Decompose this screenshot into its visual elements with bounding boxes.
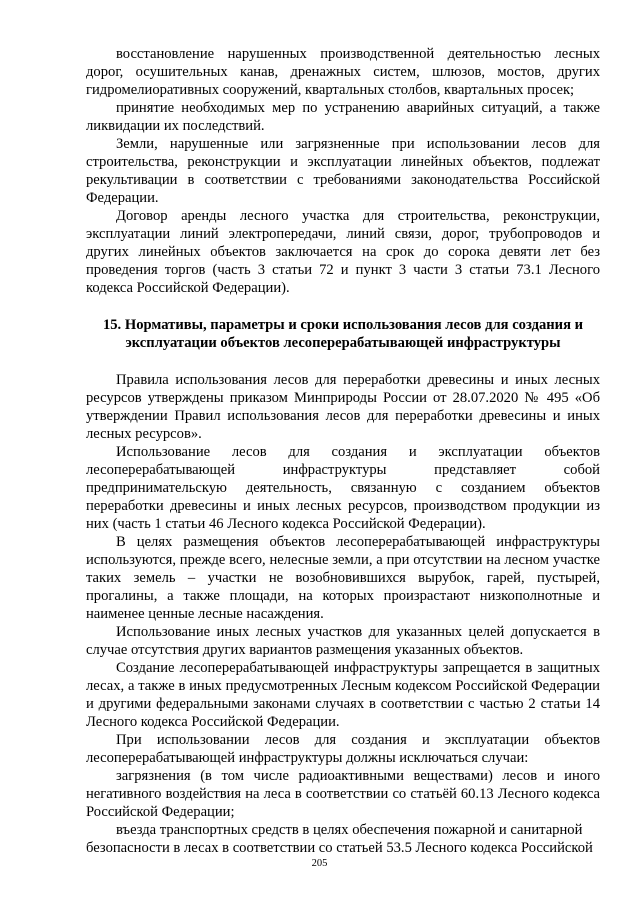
page-number: 205 xyxy=(311,858,328,869)
section-heading: 15. Нормативы, параметры и сроки использования лесов для создания и эксплуатации объектов лесоперерабатывающей инфраструктуры xyxy=(102,317,584,351)
document-page xyxy=(86,45,600,857)
paragraph: Создание лесоперерабатывающей инфраструктуры запрещается в защитных лесах, а также в иных предусмотренных Лесным кодексом Российской Федерации и другими федеральными законами случаях в соответствии с частью 2 статьи 14 Лесного кодекса Российской Федерации. xyxy=(86,660,600,730)
paragraph: Использование лесов для создания и эксплуатации объектов лесоперерабатывающей инфраструктуры представляет собой предпринимательскую деятельность, связанную с созданием объектов переработки древесины и иных лесных ресурсов, производством продукции из них (часть 1 статьи 46 Лесного кодекса Российской Федерации). xyxy=(86,444,600,532)
paragraph: При использовании лесов для создания и эксплуатации объектов лесоперерабатывающей инфраструктуры должны исключаться случаи: xyxy=(86,732,600,766)
paragraph: В целях размещения объектов лесоперерабатывающей инфраструктуры используются, прежде всего, нелесные земли, а при отсутствии на лесном участке таких земель – участки не возобновившихся вырубок, гарей, пустырей, прогалины, а также площади, на которых произрастают низкополнотные и наименее ценные лесные насаждения. xyxy=(86,534,600,622)
text-block-after xyxy=(86,371,600,857)
paragraph: Использование иных лесных участков для указанных целей допускается в случае отсутствия других вариантов размещения указанных объектов. xyxy=(86,624,600,658)
paragraph: въезда транспортных средств в целях обеспечения пожарной и санитарной безопасности в лесах в соответствии со статьей 53.5 Лесного кодекса Российской xyxy=(86,822,593,856)
paragraph: загрязнения (в том числе радиоактивными веществами) лесов и иного негативного воздействия на леса в соответствии со статьёй 60.13 Лесного кодекса Российской Федерации; xyxy=(86,768,600,820)
paragraph: принятие необходимых мер по устранению аварийных ситуаций, а также ликвидации их последствий. xyxy=(86,100,600,134)
paragraph: восстановление нарушенных производственной деятельностью лесных дорог, осушительных канав, дренажных систем, шлюзов, мостов, других гидромелиоративных сооружений, квартальных столбов, квартальных просек; xyxy=(86,46,600,98)
paragraph: Договор аренды лесного участка для строительства, реконструкции, эксплуатации линий электропередачи, линий связи, дорог, трубопроводов и других линейных объектов заключается на срок до сорока девяти лет без проведения торгов (часть 3 статьи 72 и пункт 3 части 3 статьи 73.1 Лесного кодекса Российской Федерации). xyxy=(86,208,600,296)
text-block-before xyxy=(86,45,600,297)
paragraph: Земли, нарушенные или загрязненные при использовании лесов для строительства, реконструкции и эксплуатации линейных объектов, подлежат рекультивации в соответствии с требованиями законодательства Российской Федерации. xyxy=(86,136,600,206)
paragraph: Правила использования лесов для переработки древесины и иных лесных ресурсов утверждены приказом Минприроды России от 28.07.2020 № 495 «Об утверждении Правил использования лесов для переработки древесины и иных лесных ресурсов». xyxy=(86,372,600,442)
